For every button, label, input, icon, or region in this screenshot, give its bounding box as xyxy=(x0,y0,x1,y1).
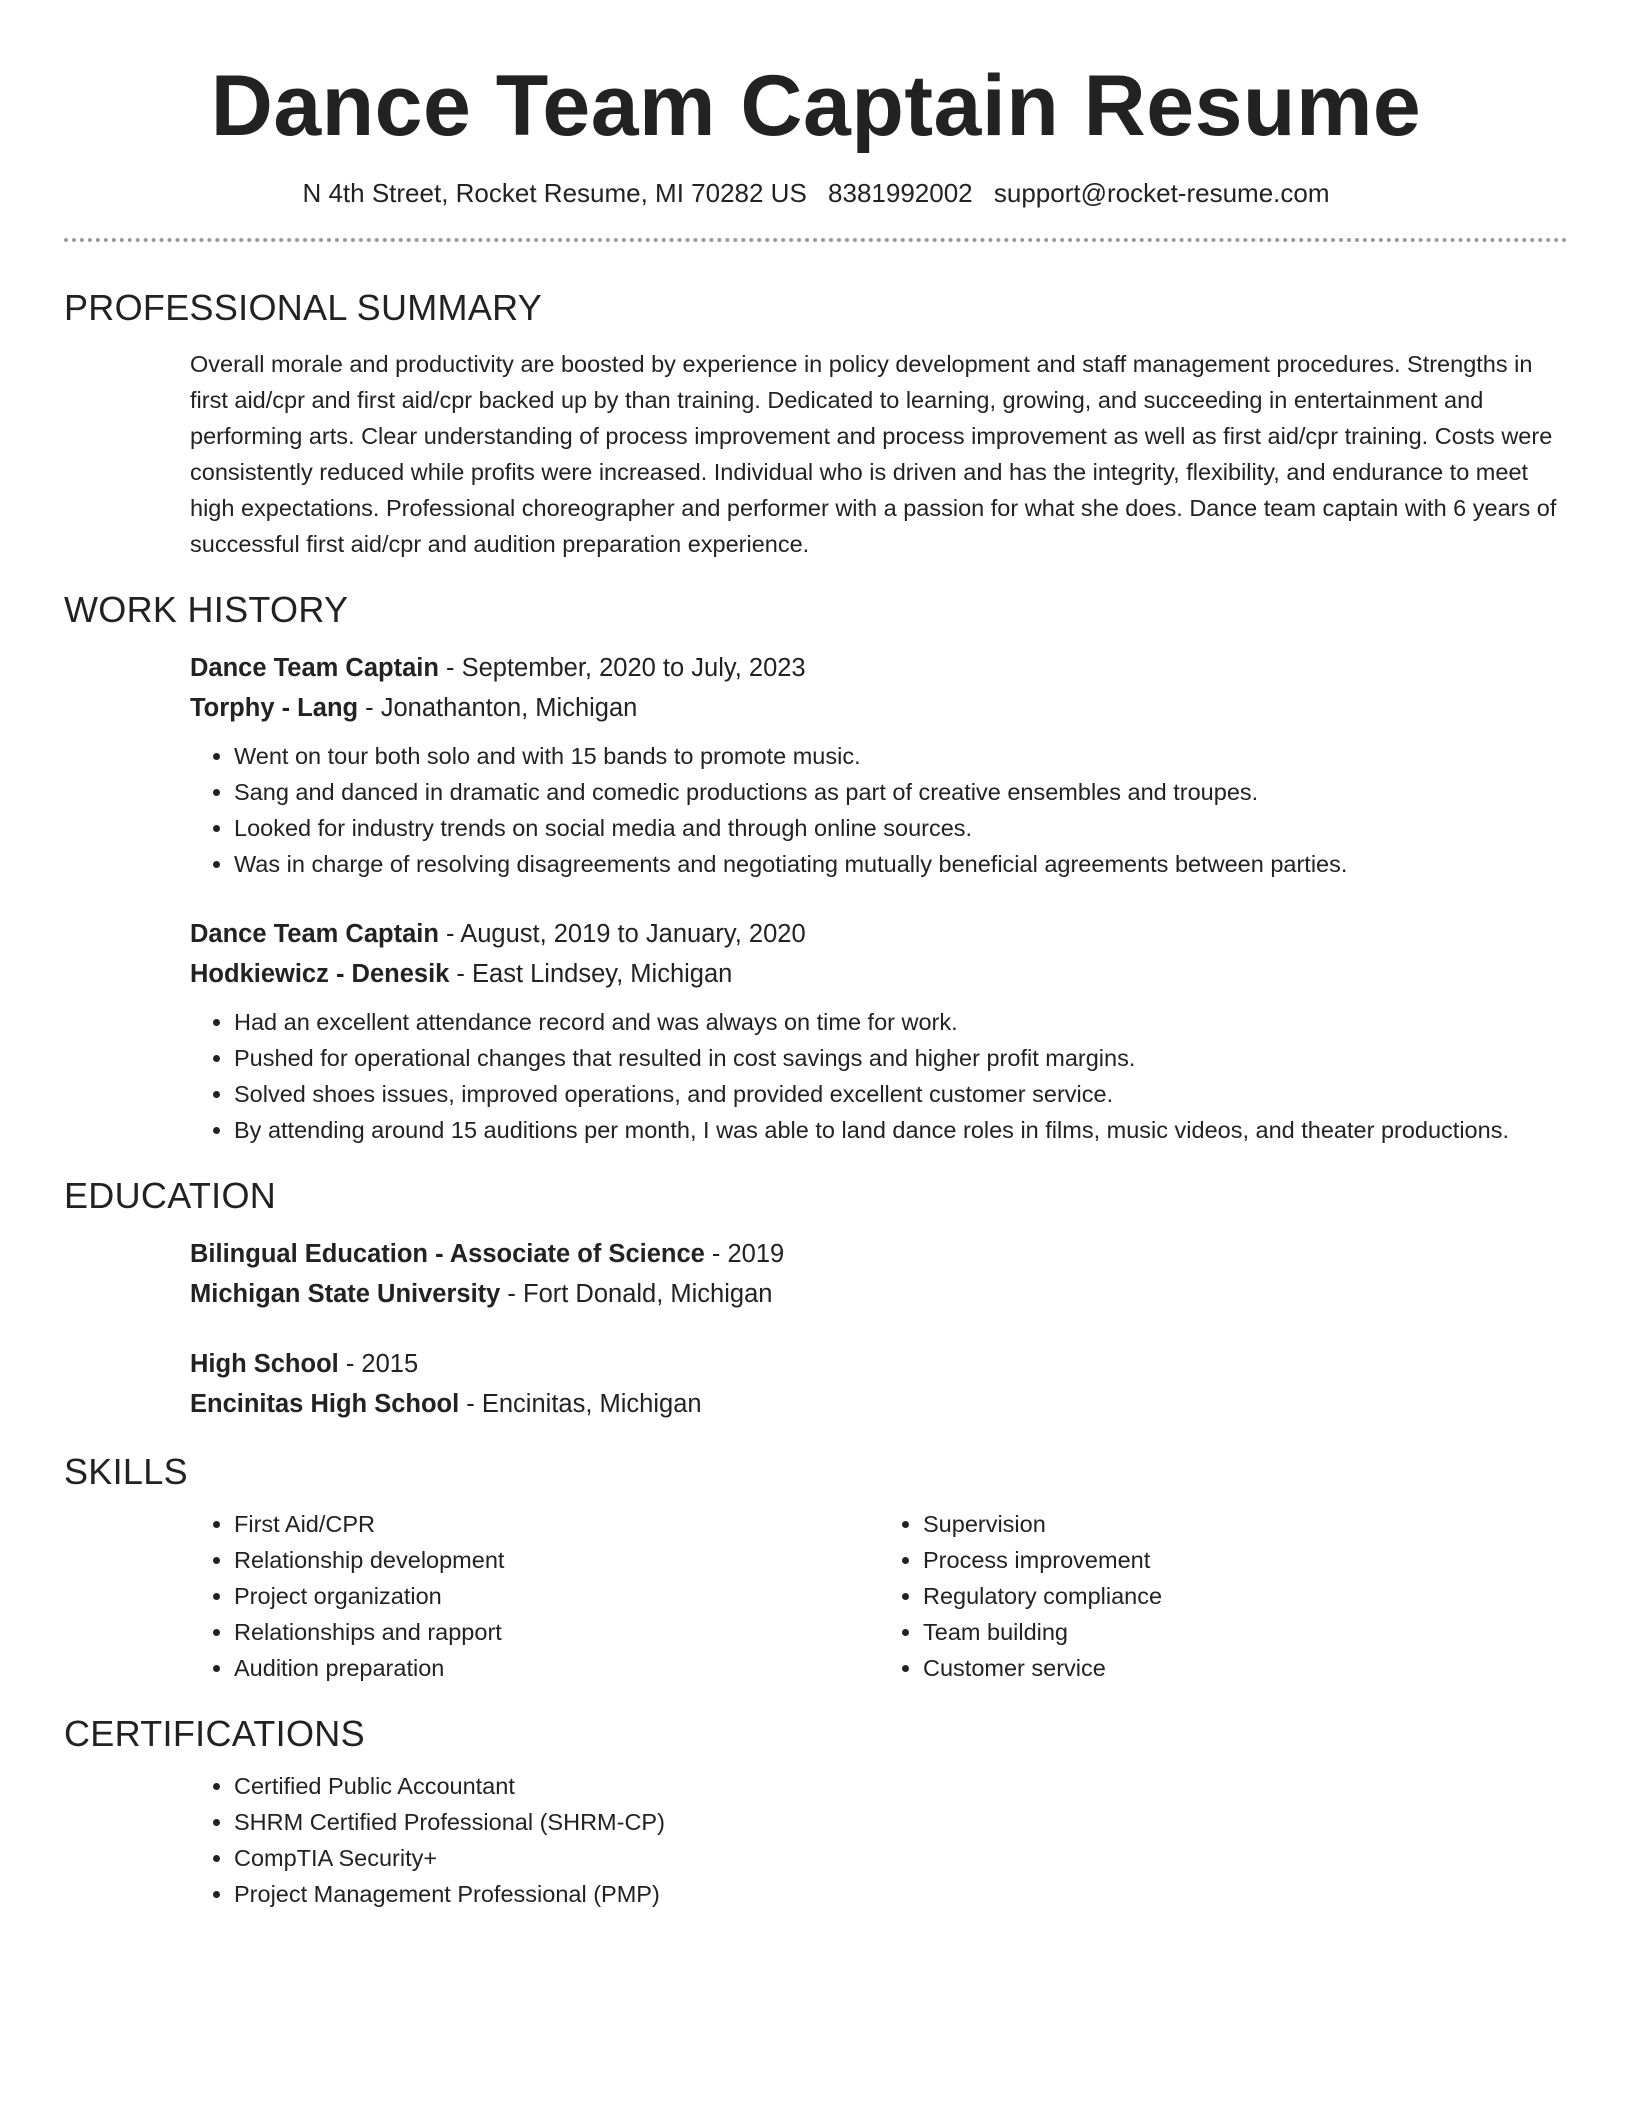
job-dates: - September, 2020 to July, 2023 xyxy=(438,654,806,682)
work-history-section xyxy=(190,648,1568,1148)
job-entry xyxy=(190,648,1568,882)
job-company: Hodkiewicz - Denesik xyxy=(190,960,450,988)
list-item: • Supervision xyxy=(923,1506,1568,1542)
skills-right-column xyxy=(879,1506,1568,1686)
list-item: • Sang and danced in dramatic and comedic productions as part of creative ensembles and troupes. xyxy=(234,774,1568,810)
work-history-heading: WORK HISTORY xyxy=(64,589,349,630)
contact-address: N 4th Street, Rocket Resume, MI 70282 US xyxy=(302,178,807,208)
job-bullets xyxy=(190,1004,1568,1148)
certifications-heading: CERTIFICATIONS xyxy=(64,1713,365,1754)
job-company-line xyxy=(190,954,1568,994)
contact-info xyxy=(64,176,1568,210)
degree-line xyxy=(190,1344,1568,1384)
skills-heading: SKILLS xyxy=(64,1451,188,1492)
list-item: • First Aid/CPR xyxy=(234,1506,879,1542)
list-item: • Solved shoes issues, improved operations, and provided excellent customer service. xyxy=(234,1076,1568,1112)
skills-section xyxy=(190,1506,1568,1686)
education-section xyxy=(190,1234,1568,1424)
list-item: • Regulatory compliance xyxy=(923,1578,1568,1614)
school: Michigan State University xyxy=(190,1280,501,1308)
list-item: • Process improvement xyxy=(923,1542,1568,1578)
job-role-line xyxy=(190,914,1568,954)
list-item: • Looked for industry trends on social media and through online sources. xyxy=(234,810,1568,846)
certifications-section xyxy=(190,1768,1568,1912)
school-line xyxy=(190,1384,1568,1424)
school: Encinitas High School xyxy=(190,1390,460,1418)
degree: Bilingual Education - Associate of Science xyxy=(190,1240,705,1268)
list-item: • Certified Public Accountant xyxy=(234,1768,1568,1804)
education-entry xyxy=(190,1234,1568,1314)
list-item: • Customer service xyxy=(923,1650,1568,1686)
resume-title: Dance Team Captain Resume xyxy=(210,58,1422,154)
degree-line xyxy=(190,1234,1568,1274)
header-divider xyxy=(64,238,1568,242)
education-entry xyxy=(190,1344,1568,1424)
contact-email: support@rocket-resume.com xyxy=(993,178,1330,208)
list-item: • Project Management Professional (PMP) xyxy=(234,1876,1568,1912)
school-line xyxy=(190,1274,1568,1314)
list-item: • Team building xyxy=(923,1614,1568,1650)
job-dates: - August, 2019 to January, 2020 xyxy=(438,920,806,948)
job-location: - East Lindsey, Michigan xyxy=(449,960,733,988)
skills-left-column xyxy=(190,1506,879,1686)
summary-section xyxy=(190,346,1568,562)
list-item: • Relationship development xyxy=(234,1542,879,1578)
school-location: - Encinitas, Michigan xyxy=(459,1390,702,1418)
degree-year: - 2015 xyxy=(338,1350,419,1378)
education-heading: EDUCATION xyxy=(64,1175,277,1216)
list-item: • Project organization xyxy=(234,1578,879,1614)
contact-phone: 8381992002 xyxy=(828,178,973,208)
list-item: • By attending around 15 auditions per month, I was able to land dance roles in films, music videos, and theater productions. xyxy=(234,1112,1568,1148)
list-item: • Went on tour both solo and with 15 bands to promote music. xyxy=(234,738,1568,774)
certifications-list xyxy=(190,1768,1568,1912)
list-item: • Had an excellent attendance record and was always on time for work. xyxy=(234,1004,1568,1040)
job-role: Dance Team Captain xyxy=(190,654,439,682)
job-company-line xyxy=(190,688,1568,728)
list-item: • SHRM Certified Professional (SHRM-CP) xyxy=(234,1804,1568,1840)
school-location: - Fort Donald, Michigan xyxy=(500,1280,773,1308)
degree: High School xyxy=(190,1350,339,1378)
summary-heading: PROFESSIONAL SUMMARY xyxy=(64,287,543,328)
job-entry xyxy=(190,914,1568,1148)
list-item: • Relationships and rapport xyxy=(234,1614,879,1650)
list-item: • Audition preparation xyxy=(234,1650,879,1686)
job-role-line xyxy=(190,648,1568,688)
resume-page xyxy=(64,0,1568,1912)
job-company: Torphy - Lang xyxy=(190,694,359,722)
summary-text: Overall morale and productivity are boosted by experience in policy development and staff management procedures. Strengths in first aid/cpr and first aid/cpr backed up by than training. Dedicated to learning, growing, and succeeding in entertainment and performing arts. Clear understanding of process improvement and process improvement as well as first aid/cpr training. Costs were consistently reduced while profits were increased. Individual who is driven and has the integrity, flexibility, and endurance to meet high expectations. Professional choreographer and performer with a passion for what she does. Dance team captain with 6 years of successful first aid/cpr and audition preparation experience. xyxy=(190,351,1557,557)
job-location: - Jonathanton, Michigan xyxy=(358,694,638,722)
job-role: Dance Team Captain xyxy=(190,920,439,948)
skills-grid xyxy=(190,1506,1568,1686)
degree-year: - 2019 xyxy=(704,1240,785,1268)
list-item: • Was in charge of resolving disagreements and negotiating mutually beneficial agreements between parties. xyxy=(234,846,1568,882)
list-item: • Pushed for operational changes that resulted in cost savings and higher profit margins. xyxy=(234,1040,1568,1076)
job-bullets xyxy=(190,738,1568,882)
list-item: • CompTIA Security+ xyxy=(234,1840,1568,1876)
